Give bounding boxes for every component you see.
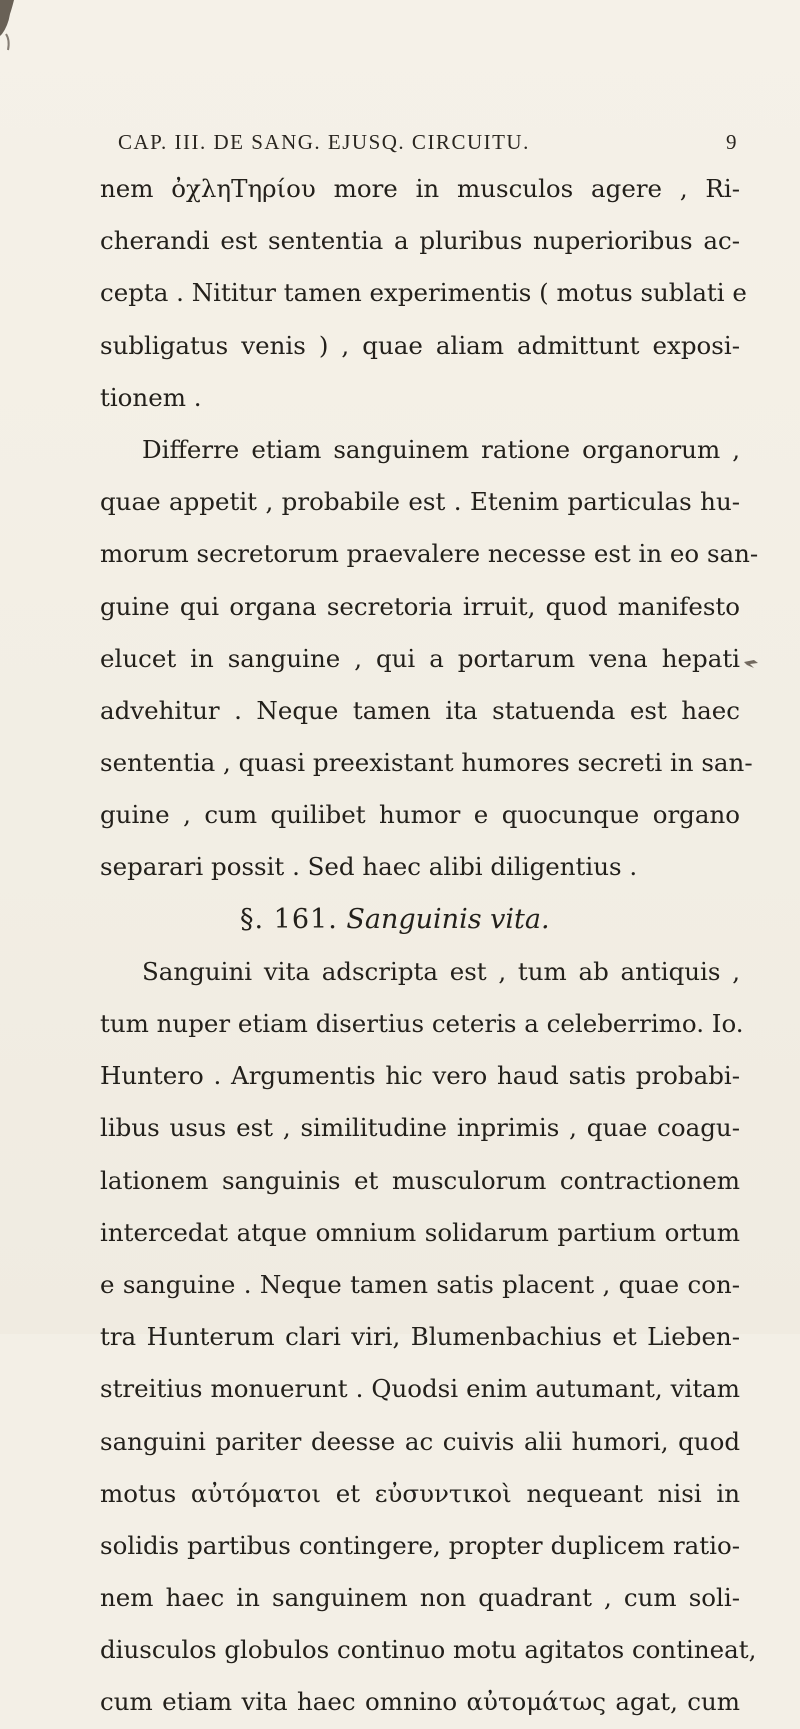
text-line: advehitur . Neque tamen ita statuenda est haec [100,695,740,725]
text-line: subligatus venis ) , quae aliam admittunt exposi- [100,330,740,360]
text-line: lationem sanguinis et musculorum contractionem [100,1165,740,1195]
text-line: elucet in sanguine , qui a portarum vena hepati [100,643,740,673]
text-line: intercedat atque omnium solidarum partium ortum [100,1217,740,1247]
text-line: cherandi est sententia a pluribus nuperioribus ac- [100,226,740,256]
text-line: morum secretorum praevalere necesse est in eo san- [100,539,759,569]
text-line: guine , cum quilibet humor e quocunque organo [100,800,740,830]
ink-speck [744,660,758,668]
text-line: Sanguini vita adscripta est , tum ab antiquis , [142,956,740,986]
text-line: guine qui organa secretoria irruit, quod manifesto [100,591,740,621]
text-line: quae appetit , probabile est . Etenim particulas hu- [100,487,740,517]
text-line: streitius monuerunt . Quodsi enim autumant, vitam [100,1374,740,1404]
text-line: separari possit . Sed haec alibi diligentius . [100,852,638,882]
page-edge-mark [0,0,40,60]
text-line: cepta . Nititur tamen experimentis ( motus sublati e [100,278,747,308]
page-number: 9 [726,130,738,154]
text-line: nem haec in sanguinem non quadrant , cum soli- [100,1583,740,1613]
text-line: Differre etiam sanguinem ratione organorum , [142,434,740,464]
text-line: motus αὐτόματοι et εὐσυντικοὶ nequeant nisi in [100,1478,740,1508]
section-number: §. 161. [240,903,338,935]
running-head [118,130,738,155]
body-text [100,163,759,1729]
text-line: nem ὀχληΤηρίου more in musculos agere , Ri- [100,174,740,203]
text-line: cum etiam vita haec omnino αὐτομάτως agat, cum [100,1687,740,1717]
text-line: tum nuper etiam disertius ceteris a celeberrimo. Io. [100,1009,744,1038]
text-line: e sanguine . Neque tamen satis placent , quae con- [100,1269,740,1299]
text-line: sententia , quasi preexistant humores secreti in san- [100,748,753,778]
text-line: Huntero . Argumentis hic vero haud satis probabi- [100,1061,740,1091]
text-line: tra Hunterum clari viri, Blumenbachius et Lieben- [100,1322,740,1352]
text-line: sanguini pariter deesse ac cuivis alii humori, quod [100,1426,740,1456]
text-line: libus usus est , similitudine inprimis , quae coagu- [100,1113,740,1143]
text-line: tionem . [100,382,202,412]
section-heading [100,894,740,946]
text-line: diusculos globulos continuo motu agitatos contineat, [100,1635,757,1665]
text-line: solidis partibus contingere, propter duplicem ratio- [100,1530,740,1560]
section-title: Sanguinis vita. [346,903,550,935]
running-head-title: CAP. III. DE SANG. EJUSQ. CIRCUITU. [118,130,530,154]
